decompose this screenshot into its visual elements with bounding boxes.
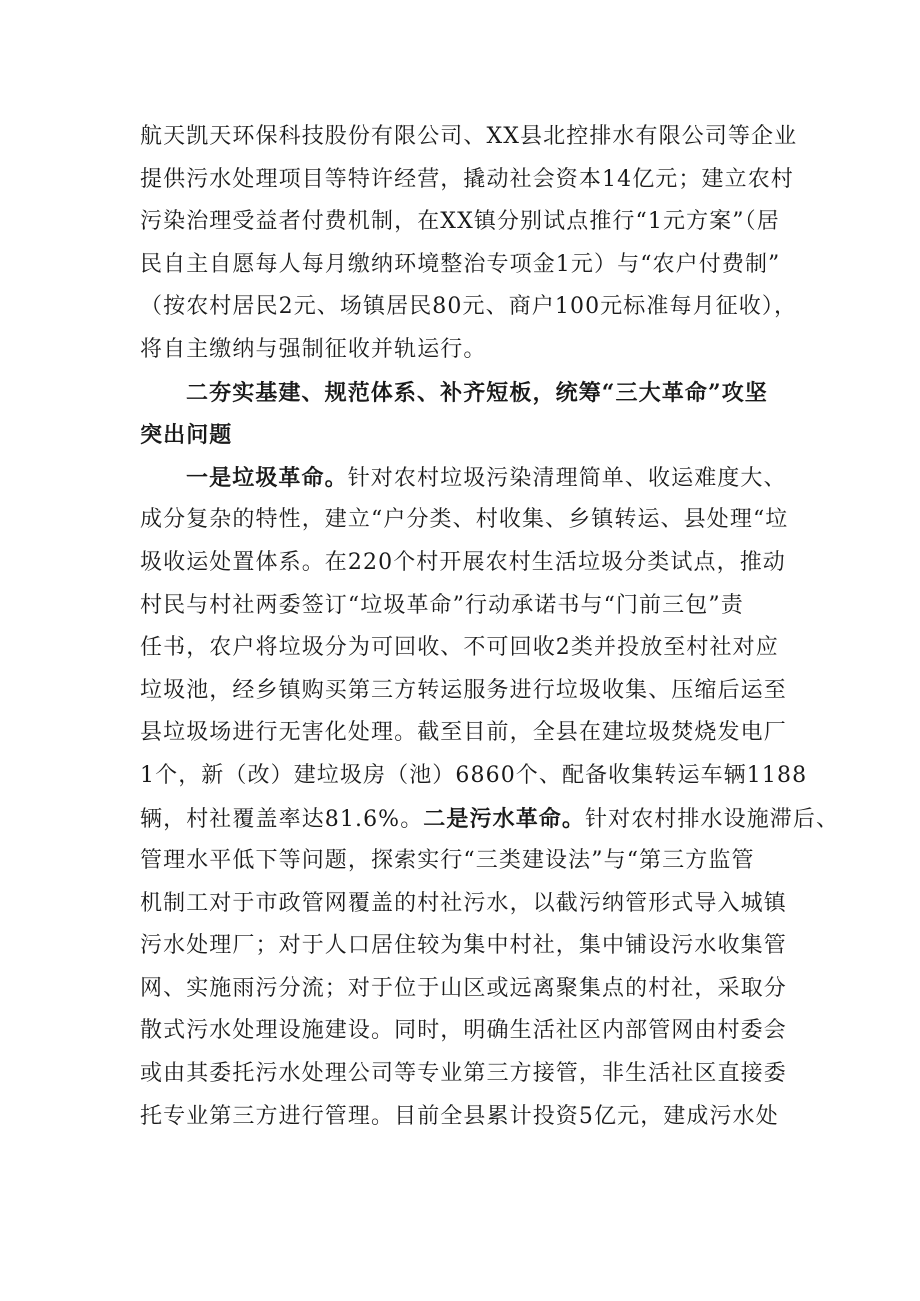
text-line: 托专业第三方进行管理。目前全县累计投资5亿元，建成污水处	[140, 1103, 779, 1129]
text-line: 散式污水处理设施建设。同时，明确生活社区内部管网由村委会	[140, 1018, 787, 1044]
text-line: （按农村居民2元、场镇居民80元、商户100元标准每月征收），	[140, 294, 798, 320]
text-line: 提供污水处理项目等特许经营，撬动社会资本14亿元；建立农村	[140, 166, 794, 192]
text-line: 或由其委托污水处理公司等专业第三方接管，非生活社区直接委	[140, 1061, 787, 1087]
heading-line: 二夯实基建、规范体系、补齐短板，统筹“三大革命”攻坚	[186, 379, 768, 406]
text-line: 1个，新（改）建垃圾房（池）6860个、配备收集转运车辆1188	[140, 762, 808, 788]
text-line: 圾收运处置体系。在220个村开展农村生活垃圾分类试点，推动	[140, 549, 786, 575]
lead-bold-sewage-revolution: 二是污水革命。	[423, 805, 585, 832]
text-line	[140, 798, 840, 841]
text-line: 将自主缴纳与强制征收并轨运行。	[140, 336, 487, 362]
text-line: 管理水平低下等问题，探索实行“三类建设法”与“第三方监管	[140, 848, 755, 874]
paragraph-financing	[140, 116, 798, 372]
text-line: 机制工对于市政管网覆盖的村社污水，以截污纳管形式导入城镇	[140, 890, 787, 916]
text-segment: 针对农村垃圾污染清理简单、收运难度大、	[347, 465, 787, 491]
lead-bold-garbage-revolution: 一是垃圾革命。	[186, 464, 348, 491]
text-line: 村民与村社两委签订“垃圾革命”行动承诺书与“门前三包”责	[140, 592, 744, 618]
text-line: 航天凯天环保科技股份有限公司、XX县北控排水有限公司等企业	[140, 124, 798, 149]
text-line	[140, 457, 790, 500]
text-segment: 辆，村社覆盖率达81.6%。	[140, 806, 424, 832]
text-segment: 针对农村排水设施滞后、	[585, 806, 840, 832]
text-line: 任书，农户将垃圾分为可回收、不可回收2类并投放至村社对应	[140, 635, 779, 661]
document-page	[140, 116, 840, 1138]
paragraph-three-revolutions	[140, 457, 840, 1139]
text-line: 污水处理厂；对于人口居住较为集中村社，集中铺设污水收集管	[140, 933, 787, 959]
text-line: 成分复杂的特性，建立“户分类、村收集、乡镇转运、县处理“垃	[140, 507, 789, 533]
text-line: 垃圾池，经乡镇购买第三方转运服务进行垃圾收集、压缩后运至	[140, 677, 787, 703]
text-line: 县垃圾场进行无害化处理。截至目前，全县在建垃圾焚烧发电厂	[140, 720, 787, 746]
section-heading	[140, 372, 790, 457]
text-line: 民自主自愿每人每月缴纳环境整治专项金1元）与“农户付费制”	[140, 251, 781, 277]
heading-line: 突出问题	[140, 422, 233, 449]
text-line: 污染治理受益者付费机制，在XX镇分别试点推行“1元方案”（居	[140, 209, 780, 235]
text-line: 网、实施雨污分流；对于位于山区或远离聚集点的村社，采取分	[140, 975, 787, 1001]
